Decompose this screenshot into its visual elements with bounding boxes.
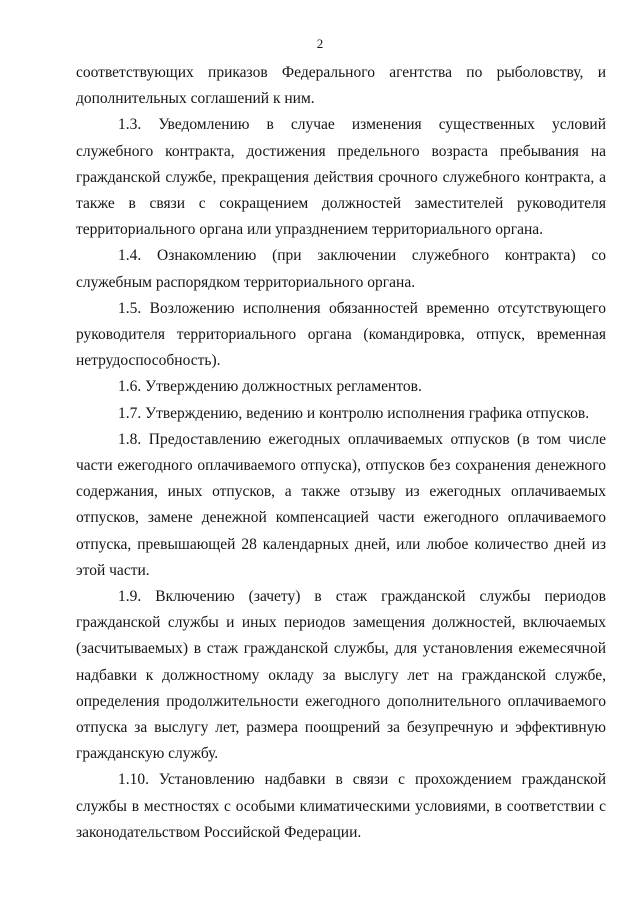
paragraph-continuation: соответствующих приказов Федерального агентства по рыболовству, и дополнительных соглашений к ним. (76, 64, 606, 108)
page-number: 2 (316, 36, 324, 51)
paragraph-1-4: 1.4. Ознакомлению (при заключении служебного контракта) со служебным распорядком территориального органа. (76, 247, 606, 291)
paragraph-1-10: 1.10. Установлению надбавки в связи с прохождением гражданской службы в местностях с особыми климатическими условиями, в соответствии с законодательством Российской Федерации. (76, 771, 606, 841)
paragraph-1-9: 1.9. Включению (зачету) в стаж гражданской службы периодов гражданской службы и иных периодов замещения должностей, включаемых (засчитываемых) в стаж гражданской службы, для установления ежемесячной надбавки к должностному окладу за выслугу лет на гражданской службе, определения продолжительности ежегодного дополнительного оплачиваемого отпуска за выслугу лет, размера поощрений за безупречную и эффективную гражданскую службу. (76, 588, 606, 763)
paragraph-1-7: 1.7. Утверждению, ведению и контролю исполнения графика отпусков. (118, 404, 590, 422)
paragraph-1-3: 1.3. Уведомлению в случае изменения существенных условий служебного контракта, достижения предельного возраста пребывания на гражданской службе, прекращения действия срочного служебного контракта, а также в связи с сокращением должностей заместителей руководителя территориального органа или упразднением территориального органа. (76, 116, 606, 239)
paragraph-1-6: 1.6. Утверждению должностных регламентов. (118, 378, 422, 396)
paragraph-1-5: 1.5. Возложению исполнения обязанностей временно отсутствующего руководителя территориального органа (командировка, отпуск, временная нетрудоспособность). (76, 299, 606, 370)
document-body (76, 60, 606, 846)
paragraph-1-8: 1.8. Предоставлению ежегодных оплачиваемых отпусков (в том числе части ежегодного оплачиваемого отпуска), отпусков без сохранения денежного содержания, иных отпусков, а также отзыву из ежегодных оплачиваемых отпусков, замене денежной компенсацией части ежегодного оплачиваемого отпуска, превышающей 28 календарных дней, или любое количество дней из этой части. (76, 430, 606, 579)
